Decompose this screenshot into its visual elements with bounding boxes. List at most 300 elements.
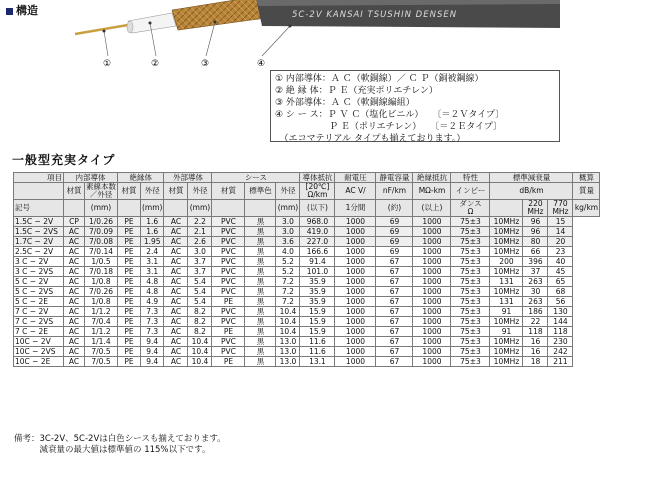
table-cell: 3.0: [188, 247, 212, 257]
table-cell: 35.9: [300, 297, 335, 307]
table-cell: 10C − 2VS: [14, 347, 64, 357]
table-row: [14, 247, 600, 257]
table-cell: AC: [164, 337, 188, 347]
table-cell: PE: [118, 347, 141, 357]
table-cell: 67: [376, 307, 413, 317]
table-cell: 1000: [413, 357, 451, 367]
table-cell: 227.0: [300, 237, 335, 247]
table-cell: 7/0.5: [85, 347, 118, 357]
table-cell: PVC: [212, 277, 245, 287]
table-row: [14, 337, 600, 347]
table-cell: 68: [548, 287, 573, 297]
table-cell: 75±3: [451, 287, 490, 297]
table-cell: 75±3: [451, 257, 490, 267]
table-cell: 2.2: [188, 217, 212, 227]
col-impedance: 特性: [451, 173, 490, 183]
col-item: 項目: [14, 173, 64, 183]
table-cell: 10MHz: [490, 217, 523, 227]
table-cell: AC: [164, 297, 188, 307]
table-cell: 10MHz: [490, 357, 523, 367]
table-cell: 69: [376, 237, 413, 247]
table-cell: 118: [523, 327, 548, 337]
table-cell: 黒: [245, 297, 276, 307]
table-cell: 1000: [335, 257, 376, 267]
table-cell: PE: [118, 277, 141, 287]
table-cell: 1/1.2: [85, 307, 118, 317]
table-cell: 10.4: [188, 357, 212, 367]
table-cell: 5.4: [188, 297, 212, 307]
header-row-3: 記号 (mm) (mm) (mm) (mm) (以下) 1分間 (約) (以上) ダンス Ω 220 MHz 770 MHz kg/km: [15, 199, 599, 216]
table-cell: 2.4: [141, 247, 164, 257]
table-cell: 10MHz: [490, 317, 523, 327]
table-cell: 3.6: [276, 237, 300, 247]
table-cell: 1000: [335, 287, 376, 297]
table-cell: 3 C − 2VS: [14, 267, 64, 277]
table-cell: PVC: [212, 237, 245, 247]
table-cell: AC: [64, 297, 85, 307]
table-cell: 75±3: [451, 317, 490, 327]
table-cell: 67: [376, 317, 413, 327]
table-cell: PE: [118, 287, 141, 297]
table-cell: AC: [164, 267, 188, 277]
table-cell: 11.6: [300, 337, 335, 347]
table-cell: 13.0: [276, 357, 300, 367]
table-cell: 黒: [245, 267, 276, 277]
table-cell: 9.4: [141, 357, 164, 367]
col-resistance: 導体抵抗: [300, 173, 335, 183]
table-cell: PE: [212, 297, 245, 307]
cable-diagram: [0, 0, 656, 70]
table-cell: 黒: [245, 237, 276, 247]
table-row: [14, 217, 600, 227]
table-cell: 69: [376, 247, 413, 257]
table-cell: 1000: [335, 337, 376, 347]
table-cell: PVC: [212, 287, 245, 297]
structure-legend: [270, 70, 560, 142]
table-cell: 67: [376, 287, 413, 297]
table-cell: 419.0: [300, 227, 335, 237]
table-cell: PE: [118, 327, 141, 337]
table-cell: 96: [523, 227, 548, 237]
table-cell: 1000: [335, 297, 376, 307]
table-cell: PVC: [212, 307, 245, 317]
table-cell: 1000: [335, 317, 376, 327]
table-cell: PE: [118, 337, 141, 347]
table-cell: 黒: [245, 347, 276, 357]
table-cell: 1.5C − 2VS: [14, 227, 64, 237]
table-cell: 75±3: [451, 227, 490, 237]
table-cell: 黒: [245, 277, 276, 287]
table-cell: 10MHz: [490, 267, 523, 277]
table-cell: 3.0: [276, 217, 300, 227]
cable-print: 5C-2V KANSAI TSUSHIN DENSEN: [292, 10, 458, 20]
legend-line: ② 絶 縁 体：Ｐ Ｅ（充実ポリエチレン）: [275, 86, 438, 96]
table-cell: 67: [376, 297, 413, 307]
table-row: [14, 357, 600, 367]
table-cell: 1000: [413, 297, 451, 307]
table-cell: 75±3: [451, 267, 490, 277]
table-cell: 166.6: [300, 247, 335, 257]
table-cell: 黒: [245, 287, 276, 297]
table-cell: PVC: [212, 247, 245, 257]
table-cell: 16: [523, 347, 548, 357]
table-cell: 35.9: [300, 277, 335, 287]
table-cell: 8.2: [188, 327, 212, 337]
section-title: 一般型充実タイプ: [12, 153, 116, 167]
table-cell: 67: [376, 357, 413, 367]
table-cell: PE: [118, 257, 141, 267]
table-cell: 3.0: [276, 227, 300, 237]
table-cell: PE: [118, 267, 141, 277]
table-cell: AC: [164, 307, 188, 317]
table-cell: 9.4: [141, 347, 164, 357]
table-cell: 13.0: [276, 347, 300, 357]
table-cell: PE: [118, 317, 141, 327]
table-cell: 69: [376, 217, 413, 227]
table-cell: 1/0.8: [85, 277, 118, 287]
table-cell: 1000: [413, 317, 451, 327]
table-cell: 10MHz: [490, 227, 523, 237]
table-cell: PE: [118, 247, 141, 257]
table-cell: 263: [523, 277, 548, 287]
table-cell: 7.3: [141, 317, 164, 327]
table-cell: 3.1: [141, 267, 164, 277]
table-cell: PVC: [212, 347, 245, 357]
table-cell: 15.9: [300, 307, 335, 317]
table-cell: 2.5C − 2V: [14, 247, 64, 257]
table-cell: 101.0: [300, 267, 335, 277]
table-cell: 5.4: [188, 277, 212, 287]
table-cell: 1.5C − 2V: [14, 217, 64, 227]
table-cell: AC: [64, 287, 85, 297]
table-cell: 1/1.2: [85, 327, 118, 337]
table-cell: 7.2: [276, 277, 300, 287]
table-cell: AC: [64, 277, 85, 287]
table-cell: 1/0.5: [85, 257, 118, 267]
table-cell: 7/0.18: [85, 267, 118, 277]
table-cell: PVC: [212, 267, 245, 277]
table-cell: 黒: [245, 357, 276, 367]
table-cell: 2.6: [188, 237, 212, 247]
insulation: [128, 13, 176, 33]
table-cell: AC: [164, 247, 188, 257]
table-cell: 67: [376, 267, 413, 277]
col-inner-conductor: 内部導体: [64, 173, 118, 183]
table-cell: PE: [118, 217, 141, 227]
table-cell: 8.2: [188, 307, 212, 317]
table-cell: 7/0.09: [85, 227, 118, 237]
table-cell: 7.2: [276, 297, 300, 307]
table-cell: 10.4: [276, 317, 300, 327]
table-cell: 1000: [335, 237, 376, 247]
table-cell: 7/0.08: [85, 237, 118, 247]
table-cell: CP: [64, 217, 85, 227]
inner-conductor: [75, 25, 128, 34]
callout-3: ③: [201, 59, 210, 69]
table-cell: 7.2: [276, 287, 300, 297]
table-cell: 118: [548, 327, 573, 337]
table-cell: 1000: [413, 307, 451, 317]
callout-4: ④: [257, 59, 266, 69]
table-cell: 1000: [413, 277, 451, 287]
table-cell: PVC: [212, 257, 245, 267]
table-cell: 67: [376, 257, 413, 267]
table-cell: AC: [64, 227, 85, 237]
table-cell: 黒: [245, 217, 276, 227]
table-cell: 10.4: [276, 327, 300, 337]
table-cell: 4.9: [141, 297, 164, 307]
table-cell: 5 C − 2VS: [14, 287, 64, 297]
table-cell: 230: [548, 337, 573, 347]
table-cell: 1000: [413, 347, 451, 357]
table-cell: 35.9: [300, 287, 335, 297]
table-cell: AC: [164, 227, 188, 237]
table-cell: 75±3: [451, 327, 490, 337]
col-attenuation: 標準減衰量: [490, 173, 573, 183]
table-cell: 7 C − 2VS: [14, 317, 64, 327]
table-cell: 130: [548, 307, 573, 317]
table-cell: 1000: [413, 267, 451, 277]
table-cell: 黒: [245, 227, 276, 237]
table-cell: AC: [164, 317, 188, 327]
table-cell: 10.4: [188, 337, 212, 347]
table-cell: AC: [164, 287, 188, 297]
table-cell: 7 C − 2E: [14, 327, 64, 337]
outer-braid: [172, 0, 266, 30]
table-cell: 30: [523, 287, 548, 297]
table-cell: 67: [376, 327, 413, 337]
table-cell: 1.7C − 2V: [14, 237, 64, 247]
table-cell: 7/0.14: [85, 247, 118, 257]
table-cell: 3 C − 2V: [14, 257, 64, 267]
table-cell: 67: [376, 347, 413, 357]
table-cell: PE: [212, 327, 245, 337]
table-cell: 1000: [413, 217, 451, 227]
table-cell: 186: [523, 307, 548, 317]
table-cell: 1000: [413, 257, 451, 267]
table-cell: 5 C − 2V: [14, 277, 64, 287]
col-outer-conductor: 外部導体: [164, 173, 212, 183]
table-row: [14, 317, 600, 327]
table-cell: 1000: [335, 217, 376, 227]
table-cell: 75±3: [451, 357, 490, 367]
table-cell: 15.9: [300, 317, 335, 327]
remarks: [14, 434, 226, 456]
table-cell: 75±3: [451, 337, 490, 347]
legend-line: ④ シ ー ス：Ｐ Ｖ Ｃ（塩化ビニル） 〔＝２Ｖタイプ〕: [275, 110, 505, 120]
table-row: [14, 297, 600, 307]
table-cell: 11.6: [300, 347, 335, 357]
table-cell: 1/1.4: [85, 337, 118, 347]
table-cell: 69: [376, 227, 413, 237]
table-cell: PVC: [212, 227, 245, 237]
legend-line: Ｐ Ｅ（ポリエチレン） 〔＝２Ｅタイプ〕: [275, 122, 503, 132]
table-cell: 75±3: [451, 217, 490, 227]
table-cell: 7.3: [141, 307, 164, 317]
table-cell: 2.1: [188, 227, 212, 237]
table-cell: 75±3: [451, 347, 490, 357]
table-cell: 5.2: [276, 257, 300, 267]
header-row-2: 材質 素線本数 ／外径 材質 外径 材質 外径 材質 標準色 外径 [20℃] Ω/km AC V/ nF/km MΩ-km インピー dB/km 質量: [14, 183, 600, 200]
table-cell: 22: [523, 317, 548, 327]
table-cell: PVC: [212, 337, 245, 347]
table-cell: AC: [164, 327, 188, 337]
table-cell: 75±3: [451, 297, 490, 307]
table-cell: 144: [548, 317, 573, 327]
col-insulation: 絶縁体: [118, 173, 164, 183]
table-cell: AC: [64, 237, 85, 247]
table-cell: 13.1: [300, 357, 335, 367]
table-cell: 91.4: [300, 257, 335, 267]
table-cell: 37: [523, 267, 548, 277]
table-row: [14, 257, 600, 267]
table-cell: 10MHz: [490, 287, 523, 297]
table-cell: 3.1: [141, 257, 164, 267]
table-cell: 56: [548, 297, 573, 307]
col-sheath: シース: [212, 173, 300, 183]
table-cell: PE: [118, 297, 141, 307]
table-cell: 1000: [335, 247, 376, 257]
table-cell: 75±3: [451, 237, 490, 247]
table-cell: 1000: [413, 227, 451, 237]
table-cell: 1000: [335, 347, 376, 357]
table-cell: 75±3: [451, 247, 490, 257]
table-cell: 4.0: [276, 247, 300, 257]
table-cell: AC: [164, 257, 188, 267]
table-cell: 1000: [413, 287, 451, 297]
table-row: [14, 277, 600, 287]
table-cell: 8.2: [188, 317, 212, 327]
table-cell: 5.2: [276, 267, 300, 277]
table-cell: 9.4: [141, 337, 164, 347]
legend-line: （エコマテリアル タイプも揃えております。）: [275, 134, 466, 144]
table-cell: 1/0.8: [85, 297, 118, 307]
remark-line: 備考：3C-2V、5C-2Vは白色シースも揃えております。: [14, 434, 226, 444]
table-cell: 黒: [245, 317, 276, 327]
table-cell: 黒: [245, 307, 276, 317]
table-cell: 968.0: [300, 217, 335, 227]
table-cell: 1000: [335, 327, 376, 337]
table-cell: 4.8: [141, 277, 164, 287]
table-cell: 1.6: [141, 227, 164, 237]
table-row: [14, 307, 600, 317]
table-cell: 200: [490, 257, 523, 267]
table-cell: AC: [64, 337, 85, 347]
table-cell: PE: [118, 227, 141, 237]
table-cell: AC: [164, 357, 188, 367]
table-cell: 96: [523, 217, 548, 227]
table-cell: 396: [523, 257, 548, 267]
table-cell: AC: [164, 217, 188, 227]
table-row: [14, 227, 600, 237]
table-cell: PVC: [212, 317, 245, 327]
table-cell: AC: [164, 277, 188, 287]
table-cell: 14: [548, 227, 573, 237]
table-cell: 黒: [245, 247, 276, 257]
table-cell: 45: [548, 267, 573, 277]
callout-2: ②: [151, 59, 160, 69]
table-cell: 75±3: [451, 307, 490, 317]
header-row-1: [14, 173, 600, 183]
col-mass: 概算: [573, 173, 600, 183]
table-cell: 10MHz: [490, 247, 523, 257]
table-cell: 91: [490, 327, 523, 337]
table-cell: 1000: [335, 267, 376, 277]
table-cell: 1.6: [141, 217, 164, 227]
table-cell: 10C − 2V: [14, 337, 64, 347]
table-cell: 1/0.26: [85, 217, 118, 227]
table-cell: AC: [64, 307, 85, 317]
table-cell: 7.3: [141, 327, 164, 337]
table-cell: 15.9: [300, 327, 335, 337]
table-cell: 80: [523, 237, 548, 247]
table-cell: AC: [64, 257, 85, 267]
table-cell: 15: [548, 217, 573, 227]
table-cell: 67: [376, 337, 413, 347]
table-cell: 10MHz: [490, 337, 523, 347]
table-cell: AC: [164, 347, 188, 357]
table-cell: 131: [490, 277, 523, 287]
col-strand: 素線本数 ／外径: [86, 182, 116, 199]
table-row: [14, 267, 600, 277]
table-cell: 7/0.4: [85, 317, 118, 327]
table-cell: 黒: [245, 337, 276, 347]
table-cell: 1000: [335, 307, 376, 317]
col-insulation-res: 絶縁抵抗: [413, 173, 451, 183]
table-cell: 1000: [335, 357, 376, 367]
table-cell: AC: [64, 317, 85, 327]
table-cell: AC: [64, 347, 85, 357]
table-cell: 1000: [413, 337, 451, 347]
table-cell: 66: [523, 247, 548, 257]
table-row: [14, 287, 600, 297]
table-cell: 1000: [335, 277, 376, 287]
table-cell: 242: [548, 347, 573, 357]
table-cell: 10C − 2E: [14, 357, 64, 367]
table-cell: 1000: [413, 247, 451, 257]
table-cell: AC: [164, 237, 188, 247]
table-cell: 23: [548, 247, 573, 257]
table-cell: 7/0.26: [85, 287, 118, 297]
table-cell: AC: [64, 357, 85, 367]
table-cell: 75±3: [451, 277, 490, 287]
col-capacitance: 静電容量: [376, 173, 413, 183]
header-title: 構造: [16, 4, 38, 17]
table-cell: 16: [523, 337, 548, 347]
table-cell: AC: [64, 327, 85, 337]
table-cell: 18: [523, 357, 548, 367]
table-cell: 1000: [413, 327, 451, 337]
table-cell: PE: [118, 237, 141, 247]
table-cell: 3.7: [188, 267, 212, 277]
table-cell: 黒: [245, 327, 276, 337]
table-cell: 67: [376, 277, 413, 287]
table-cell: 263: [523, 297, 548, 307]
spec-table: [13, 172, 600, 367]
table-cell: 20: [548, 237, 573, 247]
legend-line: ③ 外部導体：Ａ Ｃ（軟銅線編組）: [275, 98, 415, 108]
table-cell: 4.8: [141, 287, 164, 297]
table-cell: PE: [118, 307, 141, 317]
table-cell: 10MHz: [490, 237, 523, 247]
table-cell: 211: [548, 357, 573, 367]
table-cell: 黒: [245, 257, 276, 267]
table-row: [14, 347, 600, 357]
table-cell: 3.7: [188, 257, 212, 267]
table-cell: 1000: [335, 227, 376, 237]
table-cell: 131: [490, 297, 523, 307]
table-row: [14, 327, 600, 337]
